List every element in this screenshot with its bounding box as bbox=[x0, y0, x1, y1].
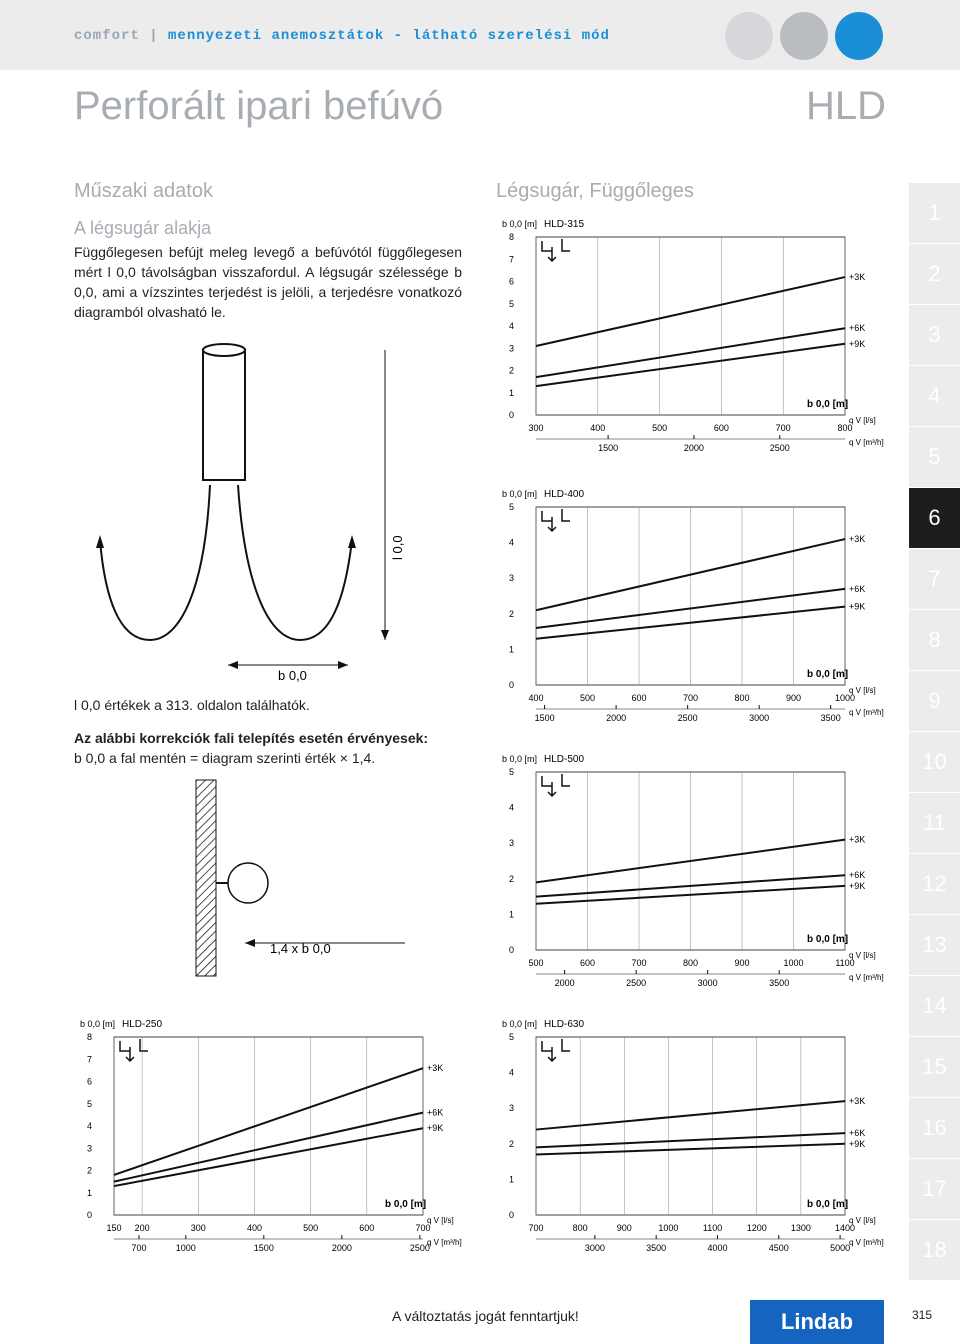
y-tick-label: 4 bbox=[508, 1067, 514, 1078]
series-line bbox=[114, 1068, 423, 1175]
y-axis-label: b 0,0 [m] bbox=[502, 754, 538, 764]
x2-axis-label: q V [m³/h] bbox=[849, 1238, 884, 1247]
breadcrumb-series[interactable]: comfort bbox=[74, 28, 140, 44]
x2-axis-label: q V [m³/h] bbox=[849, 438, 884, 447]
y-tick-label: 1 bbox=[508, 909, 514, 920]
paragraph-correction-bold: Az alábbi korrekciók fali telepítés esetén érvényesek: bbox=[74, 730, 429, 746]
x-tick-label: 1000 bbox=[783, 958, 804, 968]
wall-installation-diagram bbox=[190, 778, 410, 978]
chart-hld-500 bbox=[500, 750, 895, 1005]
y-tick-label: 1 bbox=[508, 644, 514, 655]
tab-7[interactable]: 7 bbox=[909, 549, 960, 609]
series-label: +6K bbox=[849, 323, 866, 334]
decor-circle-blue bbox=[835, 12, 883, 60]
x-tick-label: 600 bbox=[713, 423, 729, 433]
y-tick-label: 8 bbox=[508, 232, 514, 242]
chart-hld-630 bbox=[500, 1015, 895, 1270]
series-label: +3K bbox=[849, 534, 866, 545]
tab-17[interactable]: 17 bbox=[909, 1159, 960, 1219]
x-tick-label: 1300 bbox=[790, 1223, 811, 1233]
x2-tick-label: 4000 bbox=[707, 1243, 728, 1253]
y-tick-label: 4 bbox=[508, 802, 514, 813]
x-tick-label: 800 bbox=[682, 958, 699, 968]
inline-y-label: b 0,0 [m] bbox=[807, 669, 849, 680]
wall-hatch bbox=[196, 780, 216, 976]
x2-tick-label: 2500 bbox=[769, 443, 790, 453]
x-tick-label: 400 bbox=[246, 1223, 262, 1233]
series-label: +9K bbox=[849, 338, 866, 349]
diffuser-circle bbox=[228, 863, 268, 903]
inline-y-label: b 0,0 [m] bbox=[385, 1199, 427, 1210]
jet-shape-diagram bbox=[90, 340, 420, 690]
x-tick-label: 900 bbox=[785, 693, 802, 703]
chart-name: HLD-315 bbox=[544, 219, 585, 230]
x-tick-label: 1200 bbox=[746, 1223, 767, 1233]
x-tick-label: 1400 bbox=[834, 1223, 856, 1233]
arrow-right-icon bbox=[348, 535, 356, 548]
model-code: HLD bbox=[805, 84, 886, 128]
x2-tick-label: 2500 bbox=[677, 713, 698, 723]
x2-tick-label: 3000 bbox=[697, 978, 718, 988]
x-tick-label: 700 bbox=[631, 958, 647, 968]
x-tick-label: 1000 bbox=[658, 1223, 679, 1233]
y-tick-label: 4 bbox=[508, 321, 514, 331]
x2-tick-label: 2000 bbox=[683, 443, 704, 453]
inline-y-label: b 0,0 [m] bbox=[807, 399, 849, 410]
x2-tick-label: 2500 bbox=[626, 978, 647, 988]
inline-y-label: b 0,0 [m] bbox=[807, 1199, 849, 1210]
x-tick-label: 600 bbox=[579, 958, 596, 968]
x2-tick-label: 2000 bbox=[606, 713, 627, 723]
x2-tick-label: 2000 bbox=[554, 978, 575, 988]
x2-tick-label: 1500 bbox=[534, 713, 555, 723]
tab-4[interactable]: 4 bbox=[909, 366, 960, 426]
series-label: +6K bbox=[849, 583, 866, 594]
y-tick-label: 5 bbox=[508, 298, 514, 309]
y-tick-label: 8 bbox=[86, 1032, 92, 1042]
x-tick-label: 800 bbox=[734, 693, 750, 703]
x-tick-label: 900 bbox=[616, 1223, 632, 1233]
series-label: +9K bbox=[849, 880, 866, 891]
plot-frame bbox=[536, 237, 845, 415]
series-line bbox=[114, 1128, 423, 1186]
paragraph-correction: b 0,0 a fal mentén = diagram szerinti érték × 1,4. bbox=[74, 750, 376, 766]
y-tick-label: 1 bbox=[86, 1187, 92, 1198]
label-l00: l 0,0 bbox=[390, 535, 405, 560]
x-tick-label: 1100 bbox=[702, 1223, 723, 1233]
y-tick-label: 6 bbox=[86, 1076, 92, 1087]
page-number: 315 bbox=[912, 1308, 933, 1322]
tab-11[interactable]: 11 bbox=[909, 793, 960, 853]
jet-curve-right bbox=[238, 485, 352, 640]
x-tick-label: 300 bbox=[190, 1223, 206, 1233]
y-tick-label: 2 bbox=[86, 1165, 92, 1176]
chart-name: HLD-400 bbox=[544, 489, 585, 500]
breadcrumb-category[interactable]: mennyezeti anemosztátok - látható szerelési mód bbox=[168, 28, 610, 44]
x2-axis-label: q V [m³/h] bbox=[849, 973, 884, 982]
chart-name: HLD-250 bbox=[122, 1019, 163, 1030]
y-tick-label: 3 bbox=[508, 838, 514, 849]
y-tick-label: 2 bbox=[508, 1138, 514, 1149]
x2-tick-label: 4500 bbox=[768, 1243, 789, 1253]
breadcrumb-separator: | bbox=[149, 28, 159, 44]
x-tick-label: 700 bbox=[528, 1223, 544, 1233]
y-tick-label: 0 bbox=[508, 1210, 514, 1220]
x2-tick-label: 3500 bbox=[820, 713, 841, 723]
y-tick-label: 0 bbox=[508, 945, 514, 955]
tab-13[interactable]: 13 bbox=[909, 915, 960, 975]
x-tick-label: 700 bbox=[415, 1223, 431, 1233]
series-label: +6K bbox=[427, 1107, 444, 1118]
series-label: +3K bbox=[427, 1063, 444, 1074]
x2-tick-label: 700 bbox=[131, 1243, 147, 1253]
x2-tick-label: 3500 bbox=[769, 978, 790, 988]
tab-5[interactable]: 5 bbox=[909, 427, 960, 487]
x-tick-label: 300 bbox=[528, 423, 544, 433]
y-tick-label: 0 bbox=[508, 680, 514, 690]
x-axis-label: q V [l/s] bbox=[849, 1216, 876, 1225]
y-tick-label: 4 bbox=[86, 1121, 92, 1131]
arrow-left-icon bbox=[96, 535, 104, 548]
subheading-jet-shape: A légsugár alakja bbox=[74, 218, 212, 238]
y-tick-label: 1 bbox=[508, 387, 514, 398]
wall-mount-icon bbox=[542, 774, 570, 796]
dim-arrow-l-icon bbox=[381, 630, 389, 640]
series-label: +9K bbox=[849, 1138, 866, 1149]
label-b00: b 0,0 bbox=[278, 668, 307, 683]
footer-disclaimer: A változtatás jogát fenntartjuk! bbox=[392, 1308, 579, 1324]
y-tick-label: 7 bbox=[508, 254, 514, 265]
series-line bbox=[536, 344, 845, 386]
y-tick-label: 5 bbox=[508, 767, 514, 777]
dim-arrow-14b-icon bbox=[245, 939, 255, 947]
y-tick-label: 2 bbox=[508, 608, 514, 619]
x2-tick-label: 5000 bbox=[830, 1243, 851, 1253]
x2-tick-label: 1500 bbox=[598, 443, 619, 453]
wall-mount-icon bbox=[542, 239, 570, 261]
y-tick-label: 0 bbox=[86, 1210, 92, 1220]
y-tick-label: 2 bbox=[508, 873, 514, 884]
y-axis-label: b 0,0 [m] bbox=[502, 489, 538, 499]
y-tick-label: 0 bbox=[508, 410, 514, 420]
x-axis-label: q V [l/s] bbox=[849, 416, 876, 425]
chart-name: HLD-500 bbox=[544, 754, 585, 765]
paragraph-intro: Függőlegesen befújt meleg levegő a befúvótól függőlegesen mért l 0,0 távolságban visszafordul. A légsugár szélessége b 0,0, ami a vízszintes terjedést is jelöli, a terjedésre vonatkozó diagramból olvasható le. bbox=[74, 244, 462, 320]
x2-tick-label: 1000 bbox=[175, 1243, 196, 1253]
section-heading-jet: Légsugár, Függőleges bbox=[496, 180, 694, 202]
chart-hld-250 bbox=[78, 1015, 473, 1270]
series-label: +3K bbox=[849, 272, 866, 283]
x-tick-label: 200 bbox=[134, 1223, 150, 1233]
x-tick-label: 500 bbox=[579, 693, 596, 703]
wall-mount-icon bbox=[542, 509, 570, 531]
series-label: +9K bbox=[427, 1123, 444, 1134]
x-tick-label: 400 bbox=[590, 423, 606, 433]
tab-15[interactable]: 15 bbox=[909, 1037, 960, 1097]
y-tick-label: 3 bbox=[86, 1143, 92, 1154]
x2-tick-label: 3500 bbox=[646, 1243, 667, 1253]
plot-frame bbox=[114, 1037, 423, 1215]
y-axis-label: b 0,0 [m] bbox=[502, 219, 538, 229]
tab-18[interactable]: 18 bbox=[909, 1220, 960, 1280]
x-tick-label: 500 bbox=[652, 423, 668, 433]
decor-circle-light bbox=[725, 12, 773, 60]
y-tick-label: 3 bbox=[508, 1103, 514, 1114]
dim-arrow-b2-icon bbox=[338, 661, 348, 669]
jet-curve-left bbox=[100, 485, 210, 640]
x2-tick-label: 3000 bbox=[749, 713, 770, 723]
chapter-tabs bbox=[909, 183, 960, 1281]
series-label: +6K bbox=[849, 870, 866, 881]
x-tick-label: 700 bbox=[775, 423, 791, 433]
lindab-logo[interactable]: Lindab bbox=[750, 1300, 884, 1344]
x-tick-label: 1100 bbox=[835, 958, 855, 968]
tab-2[interactable]: 2 bbox=[909, 244, 960, 304]
tab-8[interactable]: 8 bbox=[909, 610, 960, 670]
series-label: +3K bbox=[849, 834, 866, 845]
x-tick-label: 500 bbox=[303, 1223, 319, 1233]
tab-1[interactable]: 1 bbox=[909, 183, 960, 243]
chart-name: HLD-630 bbox=[544, 1019, 585, 1030]
y-axis-label: b 0,0 [m] bbox=[502, 1019, 538, 1029]
y-tick-label: 5 bbox=[508, 1032, 514, 1042]
wall-mount-icon bbox=[542, 1039, 570, 1061]
tab-16[interactable]: 16 bbox=[909, 1098, 960, 1158]
x-axis-label: q V [l/s] bbox=[849, 951, 876, 960]
section-heading-tech: Műszaki adatok bbox=[74, 180, 213, 202]
x2-tick-label: 2500 bbox=[409, 1243, 430, 1253]
tab-14[interactable]: 14 bbox=[909, 976, 960, 1036]
y-tick-label: 3 bbox=[508, 573, 514, 584]
diffuser-top bbox=[203, 344, 245, 356]
tab-10[interactable]: 10 bbox=[909, 732, 960, 792]
series-label: +9K bbox=[849, 601, 866, 612]
y-tick-label: 3 bbox=[508, 343, 514, 354]
series-label: +6K bbox=[849, 1128, 866, 1139]
x2-axis-label: q V [m³/h] bbox=[849, 708, 884, 717]
x-tick-label: 800 bbox=[837, 423, 853, 433]
tab-3[interactable]: 3 bbox=[909, 305, 960, 365]
y-tick-label: 5 bbox=[508, 502, 514, 512]
y-axis-label: b 0,0 [m] bbox=[80, 1019, 116, 1029]
y-tick-label: 1 bbox=[508, 1174, 514, 1185]
x-axis-label: q V [l/s] bbox=[849, 686, 876, 695]
paragraph-l-values: l 0,0 értékek a 313. oldalon találhatók. bbox=[74, 697, 310, 713]
tab-12[interactable]: 12 bbox=[909, 854, 960, 914]
chart-hld-315 bbox=[500, 215, 895, 470]
tab-9[interactable]: 9 bbox=[909, 671, 960, 731]
x-tick-label: 800 bbox=[572, 1223, 588, 1233]
tab-6[interactable]: 6 bbox=[909, 488, 960, 548]
x-tick-label: 700 bbox=[682, 693, 699, 703]
x-tick-label: 600 bbox=[631, 693, 647, 703]
dim-arrow-b1-icon bbox=[228, 661, 238, 669]
series-line bbox=[114, 1113, 423, 1182]
label-14b: 1,4 x b 0,0 bbox=[270, 941, 331, 956]
series-label: +3K bbox=[849, 1096, 866, 1107]
x-tick-label: 150 bbox=[106, 1223, 122, 1233]
diffuser-cylinder bbox=[203, 350, 245, 480]
page-title: Perforált ipari befúvó bbox=[74, 84, 444, 128]
y-tick-label: 7 bbox=[86, 1054, 92, 1065]
x-tick-label: 500 bbox=[528, 958, 544, 968]
x2-tick-label: 1500 bbox=[253, 1243, 274, 1253]
inline-y-label: b 0,0 [m] bbox=[807, 934, 849, 945]
wall-mount-icon bbox=[120, 1039, 148, 1061]
x-tick-label: 600 bbox=[359, 1223, 375, 1233]
y-tick-label: 5 bbox=[86, 1098, 92, 1109]
series-line bbox=[536, 1101, 845, 1129]
x2-tick-label: 2000 bbox=[331, 1243, 352, 1253]
breadcrumb bbox=[74, 28, 610, 44]
x2-tick-label: 3000 bbox=[584, 1243, 605, 1253]
x2-axis-label: q V [m³/h] bbox=[427, 1238, 462, 1247]
chart-hld-400 bbox=[500, 485, 895, 740]
x-axis-label: q V [l/s] bbox=[427, 1216, 454, 1225]
y-tick-label: 4 bbox=[508, 537, 514, 548]
x-tick-label: 1000 bbox=[834, 693, 856, 703]
x-tick-label: 400 bbox=[528, 693, 544, 703]
decor-circle-mid bbox=[780, 12, 828, 60]
y-tick-label: 2 bbox=[508, 365, 514, 376]
x-tick-label: 900 bbox=[734, 958, 750, 968]
y-tick-label: 6 bbox=[508, 276, 514, 287]
